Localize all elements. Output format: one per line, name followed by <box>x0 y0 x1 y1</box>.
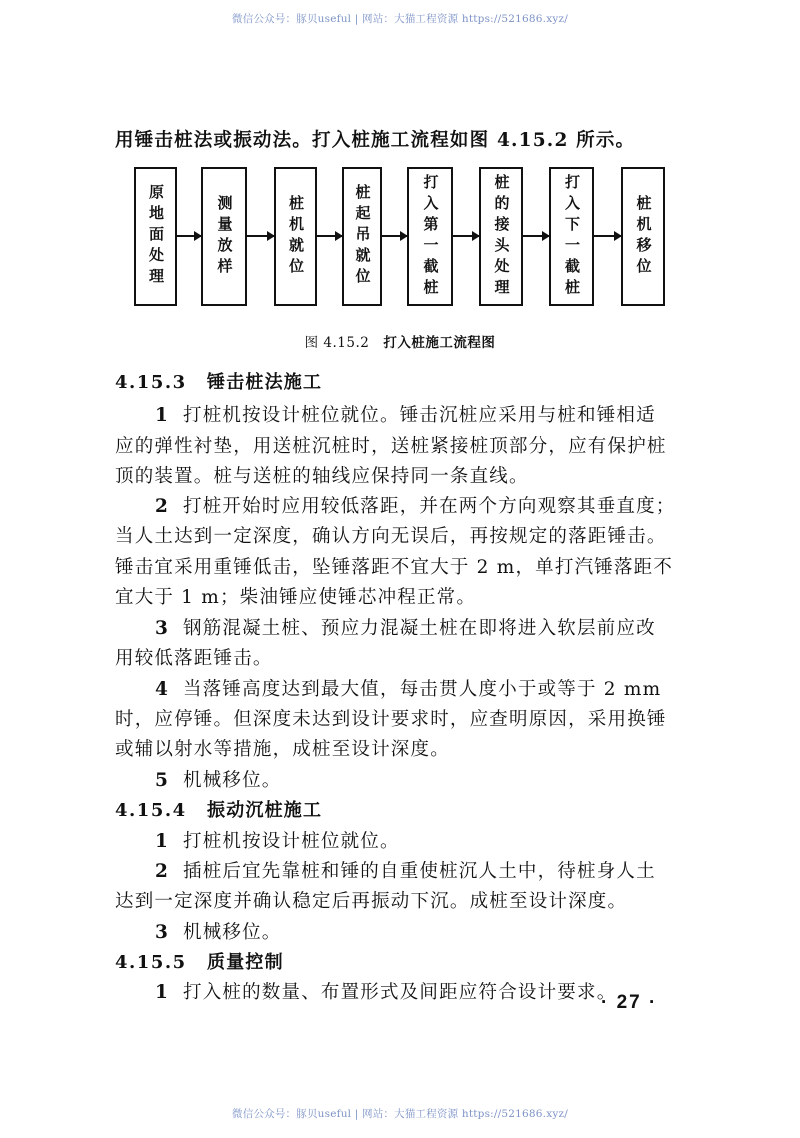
section-heading-4-15-4 <box>115 796 322 822</box>
item-number: 2 <box>155 496 170 517</box>
figure-number: 图 4.15.2 <box>304 335 370 351</box>
arrow-icon <box>317 235 342 237</box>
arrow-icon <box>453 235 479 237</box>
section-title: 振动沉桩施工 <box>207 800 323 821</box>
section-title: 锤击桩法施工 <box>207 372 323 393</box>
item-line <box>155 978 616 1004</box>
item-line <box>155 492 676 518</box>
intro-text: 用锤击桩法或振动法。打入桩施工流程如图 4.15.2 所示。 <box>115 130 636 151</box>
flow-step-label: 桩的接头处理 <box>492 173 511 300</box>
arrow-icon <box>594 235 621 237</box>
section-number: 4.15.5 <box>115 952 187 973</box>
item-line: 时，应停锤。但深度未达到设计要求时，应查明原因，采用换锤 <box>115 709 667 730</box>
item-text: 机械移位。 <box>183 922 282 943</box>
item-line: 当人土达到一定深度，确认方向无误后，再按规定的落距锤击。 <box>115 526 667 547</box>
item-line <box>155 401 656 427</box>
item-line <box>155 857 656 883</box>
item-line <box>155 766 282 792</box>
item-text: 钢筋混凝土桩、预应力混凝土桩在即将进入软层前应改 <box>183 618 656 639</box>
flow-step-5 <box>407 167 453 306</box>
arrow-icon <box>523 235 549 237</box>
item-number: 3 <box>155 922 170 943</box>
item-text: 打桩机按设计桩位就位。锤击沉桩应采用与桩和锤相适 <box>183 405 656 426</box>
item-number: 1 <box>155 982 170 1003</box>
item-number: 4 <box>155 679 170 700</box>
arrow-icon <box>382 235 407 237</box>
flow-step-label: 打入第一截桩 <box>421 173 440 300</box>
item-line <box>155 614 656 640</box>
flow-step-label: 桩机就位 <box>287 194 305 279</box>
item-line: 锤击宜采用重锤低击，坠锤落距不宜大于 2 m，单打汽锤落距不 <box>115 557 674 578</box>
item-number: 3 <box>155 618 170 639</box>
figure-caption <box>0 331 800 351</box>
item-line: 或辅以射水等措施，成桩至设计深度。 <box>115 739 450 760</box>
section-heading-4-15-5 <box>115 948 284 974</box>
item-line: 用较低落距锤击。 <box>115 648 273 669</box>
section-number: 4.15.4 <box>115 800 187 821</box>
figure-title: 打入桩施工流程图 <box>383 335 496 351</box>
item-text: 打入桩的数量、布置形式及间距应符合设计要求。 <box>183 982 617 1003</box>
flow-step-1 <box>134 167 177 306</box>
item-number: 1 <box>155 405 170 426</box>
item-line: 应的弹性衬垫，用送桩沉桩时，送桩紧接桩顶部分，应有保护桩 <box>115 436 667 457</box>
item-line: 达到一定深度并确认稳定后再振动下沉。成桩至设计深度。 <box>115 891 628 912</box>
flow-step-2 <box>201 167 247 306</box>
item-text: 打桩机按设计桩位就位。 <box>183 831 400 852</box>
watermark-bottom: 微信公众号：豚贝useful | 网站：大猫工程资源 https://521686.xyz/ <box>232 1108 568 1120</box>
item-text: 机械移位。 <box>183 770 282 791</box>
flow-step-8 <box>621 167 665 306</box>
flow-step-6 <box>479 167 523 306</box>
item-line: 宜大于 1 m；柴油锤应使锤芯冲程正常。 <box>115 587 477 608</box>
flow-step-label: 测量放样 <box>215 194 234 279</box>
item-text: 当落锤高度达到最大值，每击贯人度小于或等于 2 mm <box>183 679 662 700</box>
flow-step-label: 原地面处理 <box>147 184 165 289</box>
section-number: 4.15.3 <box>115 372 187 393</box>
flow-step-4 <box>342 167 382 306</box>
watermark-top: 微信公众号：豚贝useful | 网站：大猫工程资源 https://521686.xyz/ <box>232 13 568 25</box>
flow-step-7 <box>549 167 594 306</box>
flow-step-label: 桩起吊就位 <box>353 184 372 289</box>
flow-step-label: 打入下一截桩 <box>563 173 581 300</box>
item-number: 5 <box>155 770 170 791</box>
item-line <box>155 918 282 944</box>
item-text: 插桩后宜先靠桩和锤的自重使桩沉人土中，待桩身人土 <box>183 861 656 882</box>
item-line <box>155 827 400 853</box>
flowchart <box>0 0 800 330</box>
item-line <box>155 675 661 701</box>
arrow-icon <box>177 235 201 237</box>
item-text: 打桩开始时应用较低落距，并在两个方向观察其垂直度； <box>183 496 676 517</box>
arrow-icon <box>247 235 274 237</box>
flow-step-label: 桩机移位 <box>634 194 653 279</box>
flow-step-3 <box>274 167 317 306</box>
page-number: · 27 · <box>601 992 658 1013</box>
item-number: 1 <box>155 831 170 852</box>
item-line: 顶的装置。桩与送桩的轴线应保持同一条直线。 <box>115 466 529 487</box>
section-heading-4-15-3 <box>115 368 322 394</box>
section-title: 质量控制 <box>207 952 284 973</box>
item-number: 2 <box>155 861 170 882</box>
